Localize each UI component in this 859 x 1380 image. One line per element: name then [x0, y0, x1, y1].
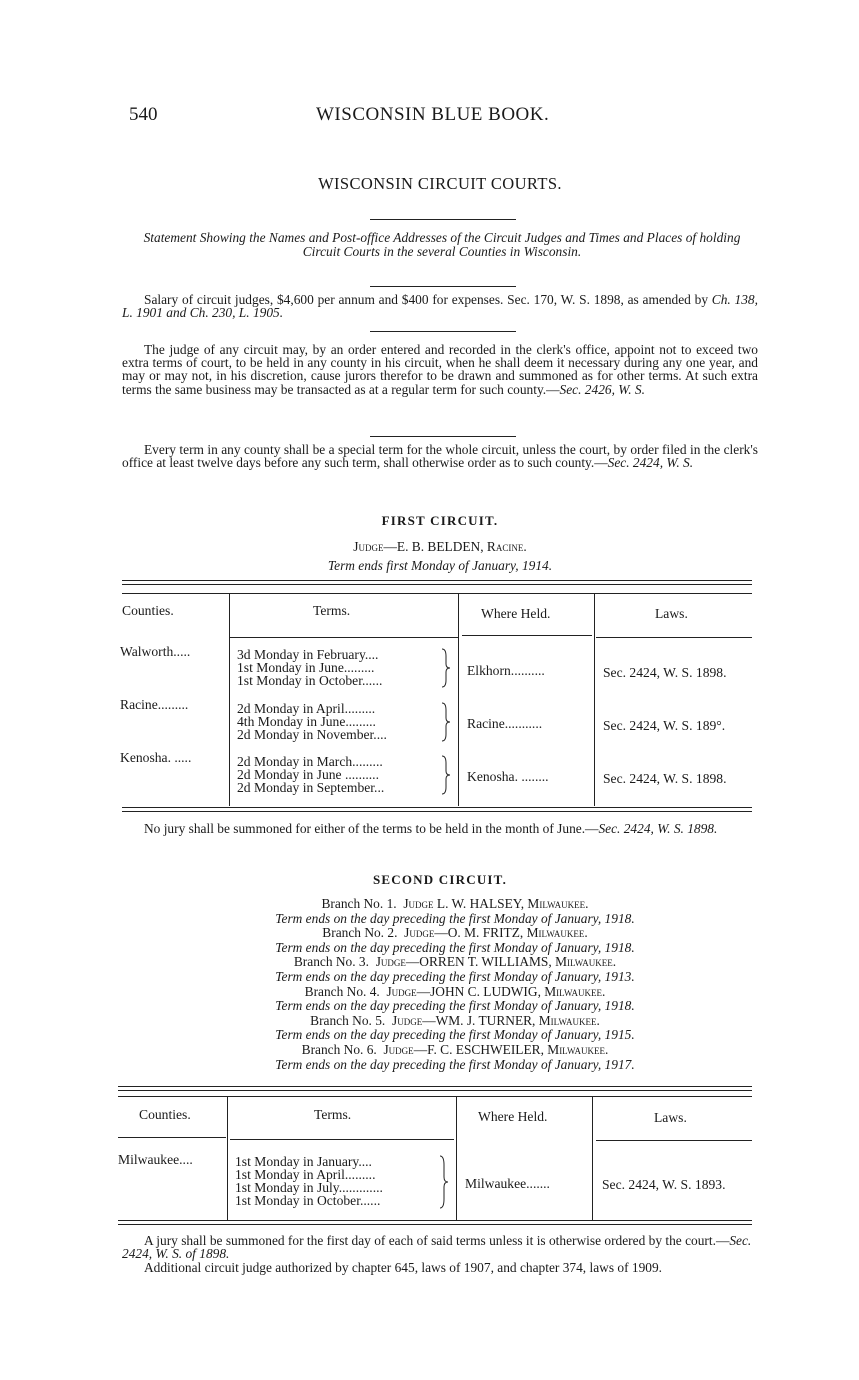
brace-icon — [438, 1155, 450, 1209]
where-held-cell: Elkhorn.......... — [467, 663, 545, 678]
county-cell: Walworth..... — [120, 644, 191, 659]
term-cell: 3d Monday in February.... — [237, 647, 379, 662]
salary-text: Salary of circuit judges, $4,600 per annum and $400 for expenses. Sec. 170, W. S. 1898, as amended by — [144, 292, 712, 307]
term-ends: Term ends on the day preceding the first Monday of January, 1918. — [275, 939, 635, 955]
judge-city: Milwaukee. — [527, 896, 589, 911]
branch-number: Branch No. 5. — [310, 1012, 386, 1028]
salary-paragraph — [122, 293, 758, 319]
divider — [370, 331, 516, 332]
judge-name: —WM. J. TURNER, — [422, 1012, 539, 1028]
extra-terms-ref: Sec. 2426, W. S. — [559, 381, 645, 397]
divider — [370, 286, 516, 287]
term-ends: Term ends on the day preceding the first Monday of January, 1913. — [275, 968, 635, 984]
first-circuit-note — [122, 822, 758, 835]
term-cell: 1st Monday in June......... — [237, 660, 375, 675]
judge-name: —F. C. ESCHWEILER, — [413, 1041, 548, 1057]
note-ref: Sec. 2424, W. S. 1898. — [598, 821, 718, 836]
judge-name: —E. B. BELDEN, — [383, 539, 487, 554]
branch-entry — [165, 1043, 745, 1072]
column-header-laws: Laws. — [654, 1110, 687, 1125]
first-circuit-judge — [0, 539, 859, 555]
judge-city: Milwaukee. — [555, 954, 617, 970]
note-text: A jury shall be summoned for the first day of each of said terms unless it is otherwise ordered by the court.— — [144, 1233, 730, 1248]
note-text: Additional circuit judge authorized by chapter 645, laws of 1907, and chapter 374, laws of 1909. — [144, 1259, 663, 1275]
column-header-where-held: Where Held. — [478, 1109, 548, 1124]
branch-number: Branch No. 1. — [321, 896, 397, 911]
term-cell: 1st Monday in January.... — [235, 1154, 372, 1169]
term-cell: 2d Monday in September... — [237, 780, 385, 795]
divider — [370, 436, 516, 437]
term-ends: Term ends on the day preceding the first Monday of January, 1915. — [275, 1027, 635, 1043]
judge-label: Judge — [386, 983, 417, 999]
term-cell: 1st Monday in April......... — [235, 1167, 376, 1182]
term-cell: 1st Monday in October...... — [235, 1193, 381, 1208]
branch-entry — [165, 897, 745, 926]
judge-label: Judge — [353, 539, 384, 554]
branch-number: Branch No. 2. — [322, 925, 398, 941]
term-cell: 1st Monday in July............. — [235, 1180, 383, 1195]
brace-icon — [440, 702, 452, 742]
term-cell: 1st Monday in October...... — [237, 673, 383, 688]
branch-entry — [165, 955, 745, 984]
county-cell: Racine......... — [120, 697, 189, 712]
judge-city: Milwaukee. — [526, 925, 588, 941]
where-held-cell: Milwaukee....... — [465, 1176, 550, 1191]
brace-icon — [440, 755, 452, 795]
judge-label: Judge — [403, 896, 434, 911]
county-cell: Milwaukee.... — [118, 1152, 193, 1167]
branch-number: Branch No. 6. — [301, 1041, 377, 1057]
term-cell: 2d Monday in November.... — [237, 727, 387, 742]
judge-name: —O. M. FRITZ, — [434, 925, 527, 941]
term-cell: 4th Monday in June......... — [237, 714, 376, 729]
section-subtitle: Statement Showing the Names and Post-office Addresses of the Circuit Judges and Times and Places of holding Circuit Courts in the several Counties in Wisconsin. — [143, 230, 741, 259]
judge-name: L. W. HALSEY, — [433, 896, 528, 911]
divider — [370, 219, 516, 220]
brace-icon — [440, 648, 452, 688]
section-title: WISCONSIN CIRCUIT COURTS. — [318, 174, 562, 193]
column-header-terms: Terms. — [313, 603, 351, 618]
branch-entry — [165, 985, 745, 1014]
term-ends: Term ends on the day preceding the first Monday of January, 1917. — [275, 1056, 635, 1072]
judge-name: —ORREN T. WILLIAMS, — [405, 954, 556, 970]
branch-list — [165, 897, 745, 1072]
note-ref: Sec. 2424, W. S. of 1898. — [122, 1233, 752, 1262]
second-circuit-heading: SECOND CIRCUIT. — [372, 872, 508, 887]
column-header-counties: Counties. — [122, 603, 174, 618]
term-ends: Term ends on the day preceding the first Monday of January, 1918. — [275, 998, 635, 1014]
judge-name: —JOHN C. LUDWIG, — [416, 983, 545, 999]
judge-label: Judge — [383, 1041, 414, 1057]
laws-cell: Sec. 2424, W. S. 189°. — [603, 718, 726, 733]
first-circuit-heading: FIRST CIRCUIT. — [381, 513, 499, 528]
judge-city: Milwaukee. — [538, 1012, 600, 1028]
judge-city: Milwaukee. — [544, 983, 606, 999]
term-cell: 2d Monday in April......... — [237, 701, 376, 716]
branch-entry — [165, 926, 745, 955]
second-circuit-notes — [122, 1234, 758, 1274]
column-header-counties: Counties. — [139, 1107, 191, 1122]
term-cell: 2d Monday in March......... — [237, 754, 383, 769]
laws-cell: Sec. 2424, W. S. 1893. — [602, 1177, 726, 1192]
first-circuit-term: Term ends first Monday of January, 1914. — [327, 558, 553, 573]
term-ends: Term ends on the day preceding the first Monday of January, 1918. — [275, 910, 635, 926]
column-header-laws: Laws. — [655, 606, 688, 621]
special-term-ref: Sec. 2424, W. S. — [607, 455, 694, 471]
laws-cell: Sec. 2424, W. S. 1898. — [603, 665, 727, 680]
judge-label: Judge — [375, 954, 406, 970]
where-held-cell: Racine........... — [467, 716, 543, 731]
branch-entry — [165, 1014, 745, 1043]
judge-city: Racine. — [486, 539, 527, 554]
column-header-where-held: Where Held. — [481, 606, 551, 621]
extra-terms-text: The judge of any circuit may, by an order entered and recorded in the clerk's office, appoint not to exceed two extra terms of court, to be held in any county in his circuit, when he shall deem it necessary during any one year, and may or may not, in his discretion, cause jurors therefor to be drawn and summoned as for other terms. At such extra terms the same business may be transacted as at a regular term for such county.— — [122, 342, 758, 397]
column-header-terms: Terms. — [314, 1107, 352, 1122]
judge-label: Judge — [404, 925, 435, 941]
judge-label: Judge — [391, 1012, 423, 1028]
special-term-paragraph — [122, 443, 758, 469]
county-cell: Kenosha. ..... — [120, 750, 192, 765]
page-number: 540 — [129, 104, 158, 125]
laws-cell: Sec. 2424, W. S. 1898. — [603, 771, 727, 786]
where-held-cell: Kenosha. ........ — [467, 769, 549, 784]
note-text: No jury shall be summoned for either of the terms to be held in the month of June.— — [144, 821, 599, 836]
extra-terms-paragraph — [122, 343, 758, 396]
judge-city: Milwaukee. — [547, 1041, 609, 1057]
special-term-text: Every term in any county shall be a special term for the whole circuit, unless the court, by order filed in the clerk's office at least twelve days before any such term, shall otherwise order as to such county.— — [122, 442, 758, 471]
running-title: WISCONSIN BLUE BOOK. — [316, 104, 550, 125]
branch-number: Branch No. 3. — [293, 954, 369, 970]
term-cell: 2d Monday in June .......... — [237, 767, 379, 782]
branch-number: Branch No. 4. — [304, 983, 380, 999]
salary-ref: Ch. 138, L. 1901 and Ch. 230, L. 1905. — [122, 292, 758, 321]
